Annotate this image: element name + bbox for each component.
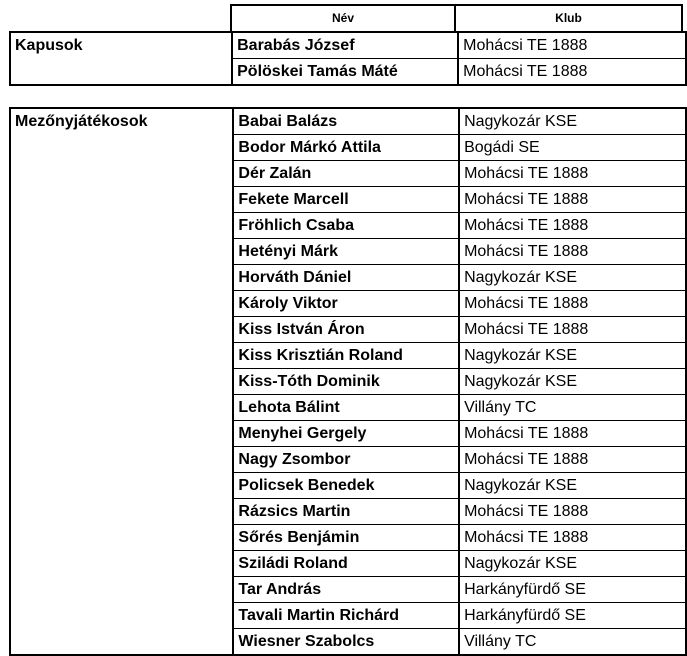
player-club: Mohácsi TE 1888 [459,291,686,317]
player-club: Mohácsi TE 1888 [459,239,686,265]
player-club: Harkányfürdő SE [459,603,686,629]
player-name: Horváth Dániel [233,265,459,291]
player-club: Mohácsi TE 1888 [459,317,686,343]
player-club: Nagykozár KSE [459,108,686,135]
player-name: Menyhei Gergely [233,421,459,447]
player-name: Dér Zalán [233,161,459,187]
player-name: Tavali Martin Richárd [233,603,459,629]
player-name: Hetényi Márk [233,239,459,265]
player-name: Fekete Marcell [233,187,459,213]
player-club: Harkányfürdő SE [459,577,686,603]
group-goalkeepers [9,31,687,86]
player-club: Villány TC [464,633,537,650]
player-name: Policsek Benedek [233,473,459,499]
player-club: Mohácsi TE 1888 [463,63,588,80]
player-club: Bogádi SE [459,135,686,161]
player-name: Rázsics Martin [233,499,459,525]
player-name: Barabás József [232,32,458,59]
player-name: Sziládi Roland [233,551,459,577]
player-name: Lehota Bálint [233,395,459,421]
group-field-players [9,107,687,656]
group-label: Mezőnyjátékosok [10,108,233,655]
player-name: Bodor Márkó Attila [233,135,459,161]
header-club: Klub [455,5,682,32]
player-name: Wiesner Szabolcs [233,629,459,656]
player-club: Mohácsi TE 1888 [459,447,686,473]
player-club: Villány TC [459,395,686,421]
player-name: Nagy Zsombor [233,447,459,473]
player-name: Sőrés Benjámin [233,525,459,551]
player-club: Mohácsi TE 1888 [459,525,686,551]
player-club: Mohácsi TE 1888 [459,187,686,213]
player-club: Nagykozár KSE [459,551,686,577]
player-club: Nagykozár KSE [459,265,686,291]
player-club: Nagykozár KSE [459,473,686,499]
table-row [10,108,686,135]
player-club: Mohácsi TE 1888 [459,499,686,525]
player-club: Nagykozár KSE [459,343,686,369]
player-name: Fröhlich Csaba [233,213,459,239]
column-header [230,4,683,33]
player-club: Nagykozár KSE [459,369,686,395]
player-name: Kiss István Áron [233,317,459,343]
group-label: Kapusok [10,32,232,85]
player-name: Kiss Krisztián Roland [233,343,459,369]
header-name: Név [331,11,354,25]
table-row [10,32,686,59]
player-club: Mohácsi TE 1888 [459,421,686,447]
player-name: Kiss-Tóth Dominik [233,369,459,395]
player-name: Babai Balázs [233,108,459,135]
player-name: Pölöskei Tamás Máté [232,59,458,86]
player-name: Károly Viktor [233,291,459,317]
player-name: Tar András [233,577,459,603]
player-club: Mohácsi TE 1888 [458,32,686,59]
player-club: Mohácsi TE 1888 [459,161,686,187]
player-club: Mohácsi TE 1888 [459,213,686,239]
